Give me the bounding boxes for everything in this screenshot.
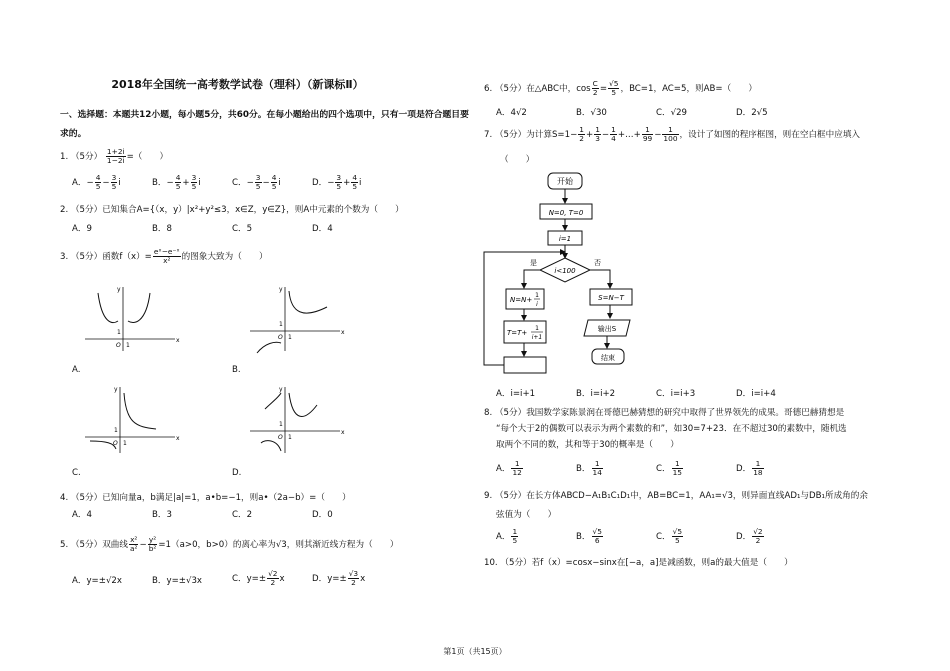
q8-line3: 取两个不同的数，其和等于30的概率是（ ） (496, 440, 679, 450)
svg-text:O: O (113, 440, 118, 447)
graph-label-d[interactable]: D. (232, 468, 242, 478)
q4-option-c[interactable]: C．2 (232, 510, 253, 520)
question-8: 8. （5分）我国数学家陈景润在哥德巴赫猜想的研究中取得了世界领先的成果。哥德巴赫猜想是 (484, 408, 845, 418)
svg-text:x: x (341, 429, 345, 436)
q1-option-b[interactable]: B．− $\frac{4}{5}$ + $\frac{3}{5}$ i (152, 173, 201, 191)
question-6: 6. （5分）在△ABC中，cos $\frac{C}{2}$ = $\frac{√5}{5}$ ，BC=1，AC=5，则AB=（ ） (484, 79, 758, 97)
svg-text:N=N+: N=N+ (510, 296, 533, 304)
svg-text:否: 否 (594, 259, 601, 267)
q2-option-a[interactable]: A．9 (72, 224, 92, 234)
svg-text:结束: 结束 (601, 354, 615, 362)
graph-b (245, 283, 355, 355)
q4-option-a[interactable]: A．4 (72, 510, 92, 520)
q-number: 1. (60, 152, 69, 162)
q7-option-c[interactable]: C．i=i+3 (656, 389, 696, 399)
svg-text:1: 1 (535, 292, 539, 299)
svg-text:O: O (278, 334, 283, 341)
q8-option-c[interactable]: C． $\frac{1}{15}$ (656, 459, 683, 477)
q9-option-c[interactable]: C． $\frac{√5}{5}$ (656, 527, 683, 545)
question-4: 4. （5分）已知向量a，b满足|a|=1，a•b=−1，则a•（2a−b）=（ ） (60, 493, 351, 503)
section-heading: 一、选择题：本题共12小题，每小题5分，共60分。在每小题给出的四个选项中，只有一项是符合题目要求的。 (60, 110, 469, 139)
svg-text:y: y (114, 386, 118, 393)
question-9: 9. （5分）在长方体ABCD−A₁B₁C₁D₁中，AB=BC=1，AA₁=√3，则异面直线AD₁与DB₁所成角的余 (484, 491, 868, 501)
q8-line2: “每个大于2的偶数可以表示为两个素数的和”，如30=7+23．在不超过30的素数中，随机选 (496, 424, 847, 434)
svg-text:y: y (279, 286, 283, 293)
question-5: 5. （5分）双曲线 $\frac{\text{x²}}{\text{a²}}$ − $\frac{\text{y²}}{\text{b²}}$ =1（a>0，b>0）的离心率为√3，则其渐近线方程为（ ） (60, 535, 399, 553)
graph-label-a[interactable]: A. (72, 365, 81, 375)
q9-option-a[interactable]: A． $\frac{1}{5}$ (496, 527, 518, 545)
svg-text:开始: 开始 (557, 177, 573, 186)
question-7: 7. （5分）为计算S=1− $\frac{1}{2}$ + $\frac{1}{3}$ − $\frac{1}{4}$ +…+ $\frac{1}{99}$ − $\frac{1}{100}$ ，设计了如图的程序框图，则在空白框中应填入 (484, 125, 861, 143)
question-3: 3. （5分）函数f（x）= $\frac{\text{eˣ−e⁻ˣ}}{\text{x²}}$ 的图象大致为（ ） (60, 247, 268, 265)
q6-option-b[interactable]: B．√30 (576, 108, 607, 118)
q8-option-d[interactable]: D． $\frac{1}{18}$ (736, 459, 763, 477)
q7-blank: （ ） (500, 155, 535, 165)
q2-option-b[interactable]: B．8 (152, 224, 172, 234)
q8-option-b[interactable]: B． $\frac{1}{14}$ (576, 459, 602, 477)
svg-text:x: x (341, 329, 345, 336)
question-2: 2. （5分）已知集合A={（x，y）|x²+y²≤3，x∈Z，y∈Z}，则A中元素的个数为（ ） (60, 205, 404, 215)
q4-option-b[interactable]: B．3 (152, 510, 172, 520)
q9-option-b[interactable]: B． $\frac{√5}{6}$ (576, 527, 602, 545)
page-footer: 第1页（共15页） (443, 647, 507, 656)
q6-option-c[interactable]: C．√29 (656, 108, 688, 118)
svg-text:N=0, T=0: N=0, T=0 (548, 209, 584, 217)
svg-text:1: 1 (288, 334, 292, 341)
svg-text:S=N−T: S=N−T (598, 294, 624, 302)
q7-option-d[interactable]: D．i=i+4 (736, 389, 776, 399)
question-1: 1. （5分） $\frac{1+2i}{1-2i}$ =（ ） (60, 147, 169, 165)
q8-option-a[interactable]: A． $\frac{1}{12}$ (496, 459, 522, 477)
exam-title: 2018年全国统一高考数学试卷（理科）（新课标Ⅱ） (111, 78, 364, 91)
svg-text:O: O (116, 342, 121, 349)
graph-d (245, 383, 355, 455)
graph-c (80, 383, 190, 455)
q6-option-a[interactable]: A．4√2 (496, 108, 527, 118)
svg-text:x: x (176, 435, 180, 442)
svg-text:1: 1 (126, 342, 130, 349)
svg-text:i+1: i+1 (531, 334, 543, 341)
q9-line2: 弦值为（ ） (496, 510, 557, 520)
q9-option-d[interactable]: D． $\frac{√2}{2}$ (736, 527, 763, 545)
svg-text:i<100: i<100 (554, 267, 576, 275)
q5-option-a[interactable]: A．y=±√2x (72, 576, 122, 586)
q2-option-d[interactable]: D．4 (312, 224, 333, 234)
graph-a (80, 283, 190, 355)
svg-text:y: y (117, 286, 121, 293)
svg-text:x: x (176, 337, 180, 344)
q2-option-c[interactable]: C．5 (232, 224, 253, 234)
svg-text:1: 1 (123, 440, 127, 447)
q4-option-d[interactable]: D．0 (312, 510, 333, 520)
svg-text:是: 是 (530, 259, 537, 267)
q3-fraction: $\frac{\text{eˣ−e⁻ˣ}}{\text{x²}}$ (153, 247, 180, 265)
flow-blank-box (504, 357, 546, 373)
q7-option-b[interactable]: B．i=i+2 (576, 389, 616, 399)
q1-option-a[interactable]: A．− $\frac{4}{5}$ − $\frac{3}{5}$ i (72, 173, 121, 191)
q5-option-c[interactable]: C．y=± $\frac{√2}{2}$ x (232, 569, 285, 587)
q1-option-d[interactable]: D．− $\frac{3}{5}$ + $\frac{4}{5}$ i (312, 173, 362, 191)
q7-option-a[interactable]: A．i=i+1 (496, 389, 536, 399)
svg-text:1: 1 (279, 321, 283, 328)
q6-option-d[interactable]: D．2√5 (736, 108, 768, 118)
svg-text:T=T+: T=T+ (507, 329, 528, 337)
q5-option-b[interactable]: B．y=±√3x (152, 576, 203, 586)
q1-fraction: $\frac{1+2i}{1-2i}$ (106, 147, 125, 165)
svg-text:1: 1 (288, 434, 292, 441)
svg-text:1: 1 (279, 421, 283, 428)
graph-label-b[interactable]: B. (232, 365, 241, 375)
svg-text:i=1: i=1 (558, 235, 572, 243)
q1-option-c[interactable]: C．− $\frac{3}{5}$ − $\frac{4}{5}$ i (232, 173, 281, 191)
question-10: 10. （5分）若f（x）=cosx−sinx在[−a，a]是减函数，则a的最大值是（ ） (484, 558, 793, 568)
svg-text:y: y (279, 386, 283, 393)
q5-option-d[interactable]: D．y=± $\frac{√3}{2}$ x (312, 569, 366, 587)
q-points: （5分） (70, 152, 103, 162)
flowchart (480, 170, 660, 380)
graph-label-c[interactable]: C. (72, 468, 81, 478)
svg-text:1: 1 (535, 325, 539, 332)
svg-text:i: i (536, 301, 538, 308)
svg-text:1: 1 (117, 329, 121, 336)
svg-text:输出S: 输出S (597, 325, 617, 333)
svg-text:O: O (278, 434, 283, 441)
svg-text:1: 1 (114, 427, 118, 434)
